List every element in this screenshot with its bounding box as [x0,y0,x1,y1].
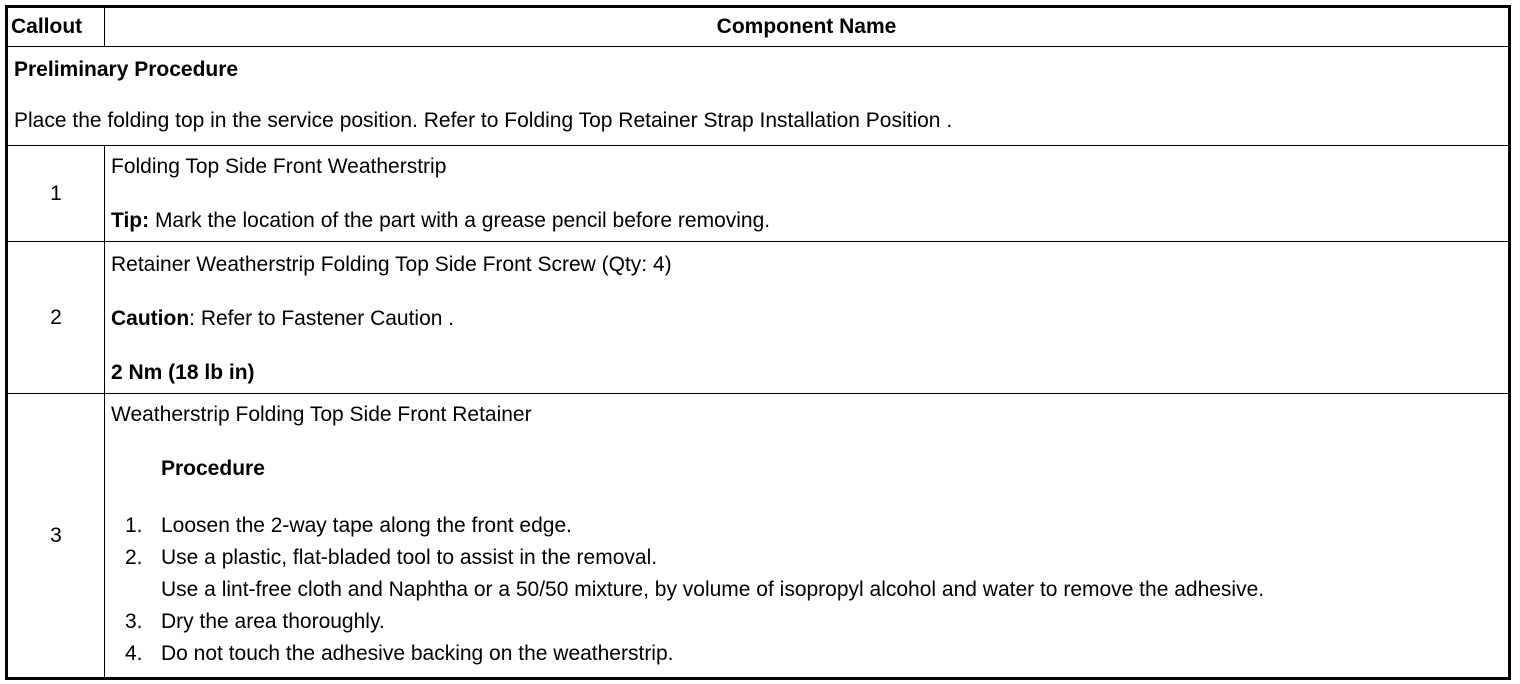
component-cell [105,394,1509,678]
table-row [8,394,1509,678]
preliminary-title: Preliminary Procedure [14,58,239,81]
list-item [111,542,1502,574]
step-number: 4. [125,642,143,665]
callout-number: 2 [8,242,105,394]
step-text: Dry the area thoroughly. [161,610,385,633]
procedure-heading: Procedure [161,457,265,480]
procedure-table [7,7,1509,678]
component-cell [105,242,1509,394]
component-name: Weatherstrip Folding Top Side Front Retainer [111,403,532,426]
component-name: Folding Top Side Front Weatherstrip [111,155,447,178]
table-header-row [8,8,1509,47]
procedure-steps-continued [111,606,1502,670]
component-name: Retainer Weatherstrip Folding Top Side Front Screw (Qty: 4) [111,253,672,276]
preliminary-text: Place the folding top in the service position. Refer to Folding Top Retainer Strap Installation Position . [14,109,953,132]
step-text: Do not touch the adhesive backing on the weatherstrip. [161,642,674,665]
preliminary-row [8,47,1509,146]
callout-column-header: Callout [8,8,105,47]
component-cell [105,146,1509,242]
tip-label: Tip: [111,209,150,232]
preliminary-cell [8,47,1509,146]
procedure-steps [111,510,1502,574]
table-row [8,146,1509,242]
step-number: 1. [125,514,143,537]
caution-line [111,306,1502,332]
list-item [111,638,1502,670]
callout-number: 3 [8,394,105,678]
callout-number: 1 [8,146,105,242]
list-item [111,510,1502,542]
tip-text: Mark the location of the part with a grease pencil before removing. [149,209,771,232]
torque-spec: 2 Nm (18 lb in) [111,361,255,384]
step-text: Loosen the 2-way tape along the front edge. [161,514,572,537]
caution-text: : Refer to Fastener Caution . [189,307,455,330]
step-text: Use a plastic, flat-bladed tool to assist in the removal. [161,546,658,569]
procedure-table-container [5,5,1511,680]
step-number: 3. [125,610,143,633]
step-number: 2. [125,546,143,569]
caution-label: Caution [111,307,190,330]
table-row [8,242,1509,394]
component-name-column-header: Component Name [105,8,1509,47]
step-2-note: Use a lint-free cloth and Naphtha or a 50/50 mixture, by volume of isopropyl alcohol and water to remove the adhesive. [161,578,1265,601]
list-item [111,606,1502,638]
tip-line [111,208,1502,234]
